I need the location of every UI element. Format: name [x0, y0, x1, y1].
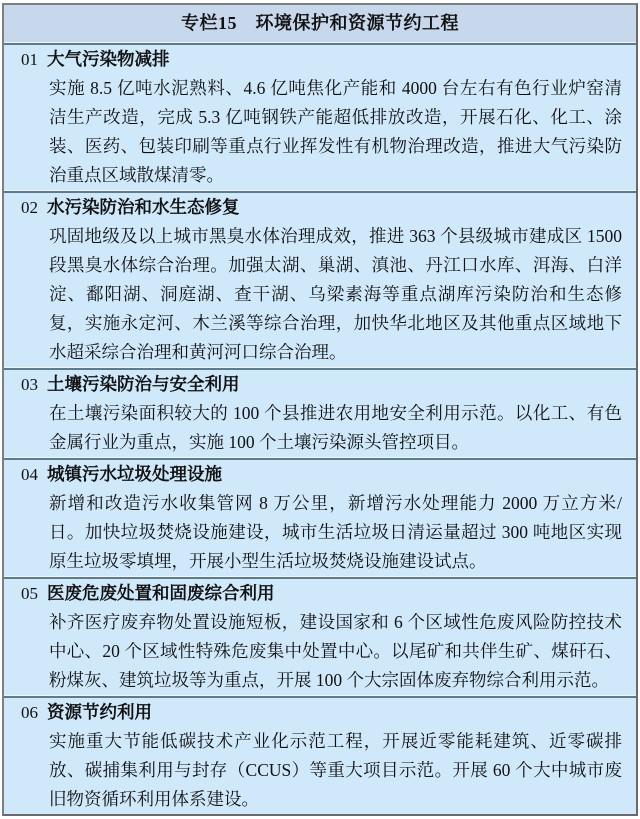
section-body: 巩固地级及以上城市黑臭水体治理成效，推进 363 个县级城市建成区 1500 段黑臭水体综合治理。加强太湖、巢湖、滇池、丹江口水库、洱海、白洋淀、鄱阳湖、洞庭湖、查干湖、乌梁素海等重点湖库污染防治和生态修复，实施永定河、木兰溪等综合治理，加快华北地区及其他重点区域地下水超采综合治理和黄河河口综合治理。	[49, 226, 622, 362]
section-number: 05	[21, 584, 38, 603]
section	[4, 460, 636, 576]
section-body: 补齐医疗废弃物处置设施短板，建设国家和 6 个区域性危废风险防控技术中心、20 个区域性特殊危废集中处置中心。以尾矿和共伴生矿、煤矸石、粉煤灰、建筑垃圾等为重点，开展 100 个大宗固体废弃物综合利用示范。	[49, 612, 622, 690]
section-title-row	[21, 460, 622, 489]
section-title-row	[21, 45, 622, 74]
section	[4, 579, 636, 695]
section-title-row	[21, 193, 622, 222]
section-body: 在土壤污染面积较大的 100 个县推进农用地安全利用示范。以化工、有色金属行业为重点，实施 100 个土壤污染源头管控项目。	[49, 403, 622, 452]
section-title: 土壤污染防治与安全利用	[47, 374, 240, 394]
section-number: 02	[21, 198, 38, 217]
section-number: 04	[21, 465, 38, 484]
section-number: 01	[21, 50, 38, 69]
section-title: 水污染防治和水生态修复	[47, 197, 240, 217]
section-body: 实施重大节能低碳技术产业化示范工程，开展近零能耗建筑、近零碳排放、碳捕集利用与封存（CCUS）等重大项目示范。开展 60 个大中城市废旧物资循环利用体系建设。	[49, 731, 622, 809]
section	[4, 698, 636, 814]
section-title: 大气污染物减排	[47, 49, 170, 69]
section-body: 实施 8.5 亿吨水泥熟料、4.6 亿吨焦化产能和 4000 台左右有色行业炉窑清洁生产改造，完成 5.3 亿吨钢铁产能超低排放改造，开展石化、化工、涂装、医药、包装印刷等重点行业挥发性有机物治理改造，推进大气污染防治重点区域散煤清零。	[49, 78, 622, 185]
section-title: 医废危废处置和固废综合利用	[47, 583, 275, 603]
section-title-row	[21, 370, 622, 399]
box-title: 专栏15 环境保护和资源节约工程	[4, 5, 636, 42]
section-number: 03	[21, 375, 38, 394]
sections	[4, 42, 636, 814]
section-title: 城镇污水垃圾处理设施	[47, 464, 222, 484]
section	[4, 370, 636, 457]
section-title-row	[21, 579, 622, 608]
section	[4, 45, 636, 190]
section-body: 新增和改造污水收集管网 8 万公里，新增污水处理能力 2000 万立方米/日。加快垃圾焚烧设施建设，城市生活垃圾日清运量超过 300 吨地区实现原生垃圾零填埋，开展小型生活垃圾焚烧设施建设试点。	[49, 493, 622, 571]
column-box	[2, 3, 638, 816]
section-title-row	[21, 698, 622, 727]
section-number: 06	[21, 703, 38, 722]
section	[4, 193, 636, 367]
section-title: 资源节约利用	[47, 702, 152, 722]
